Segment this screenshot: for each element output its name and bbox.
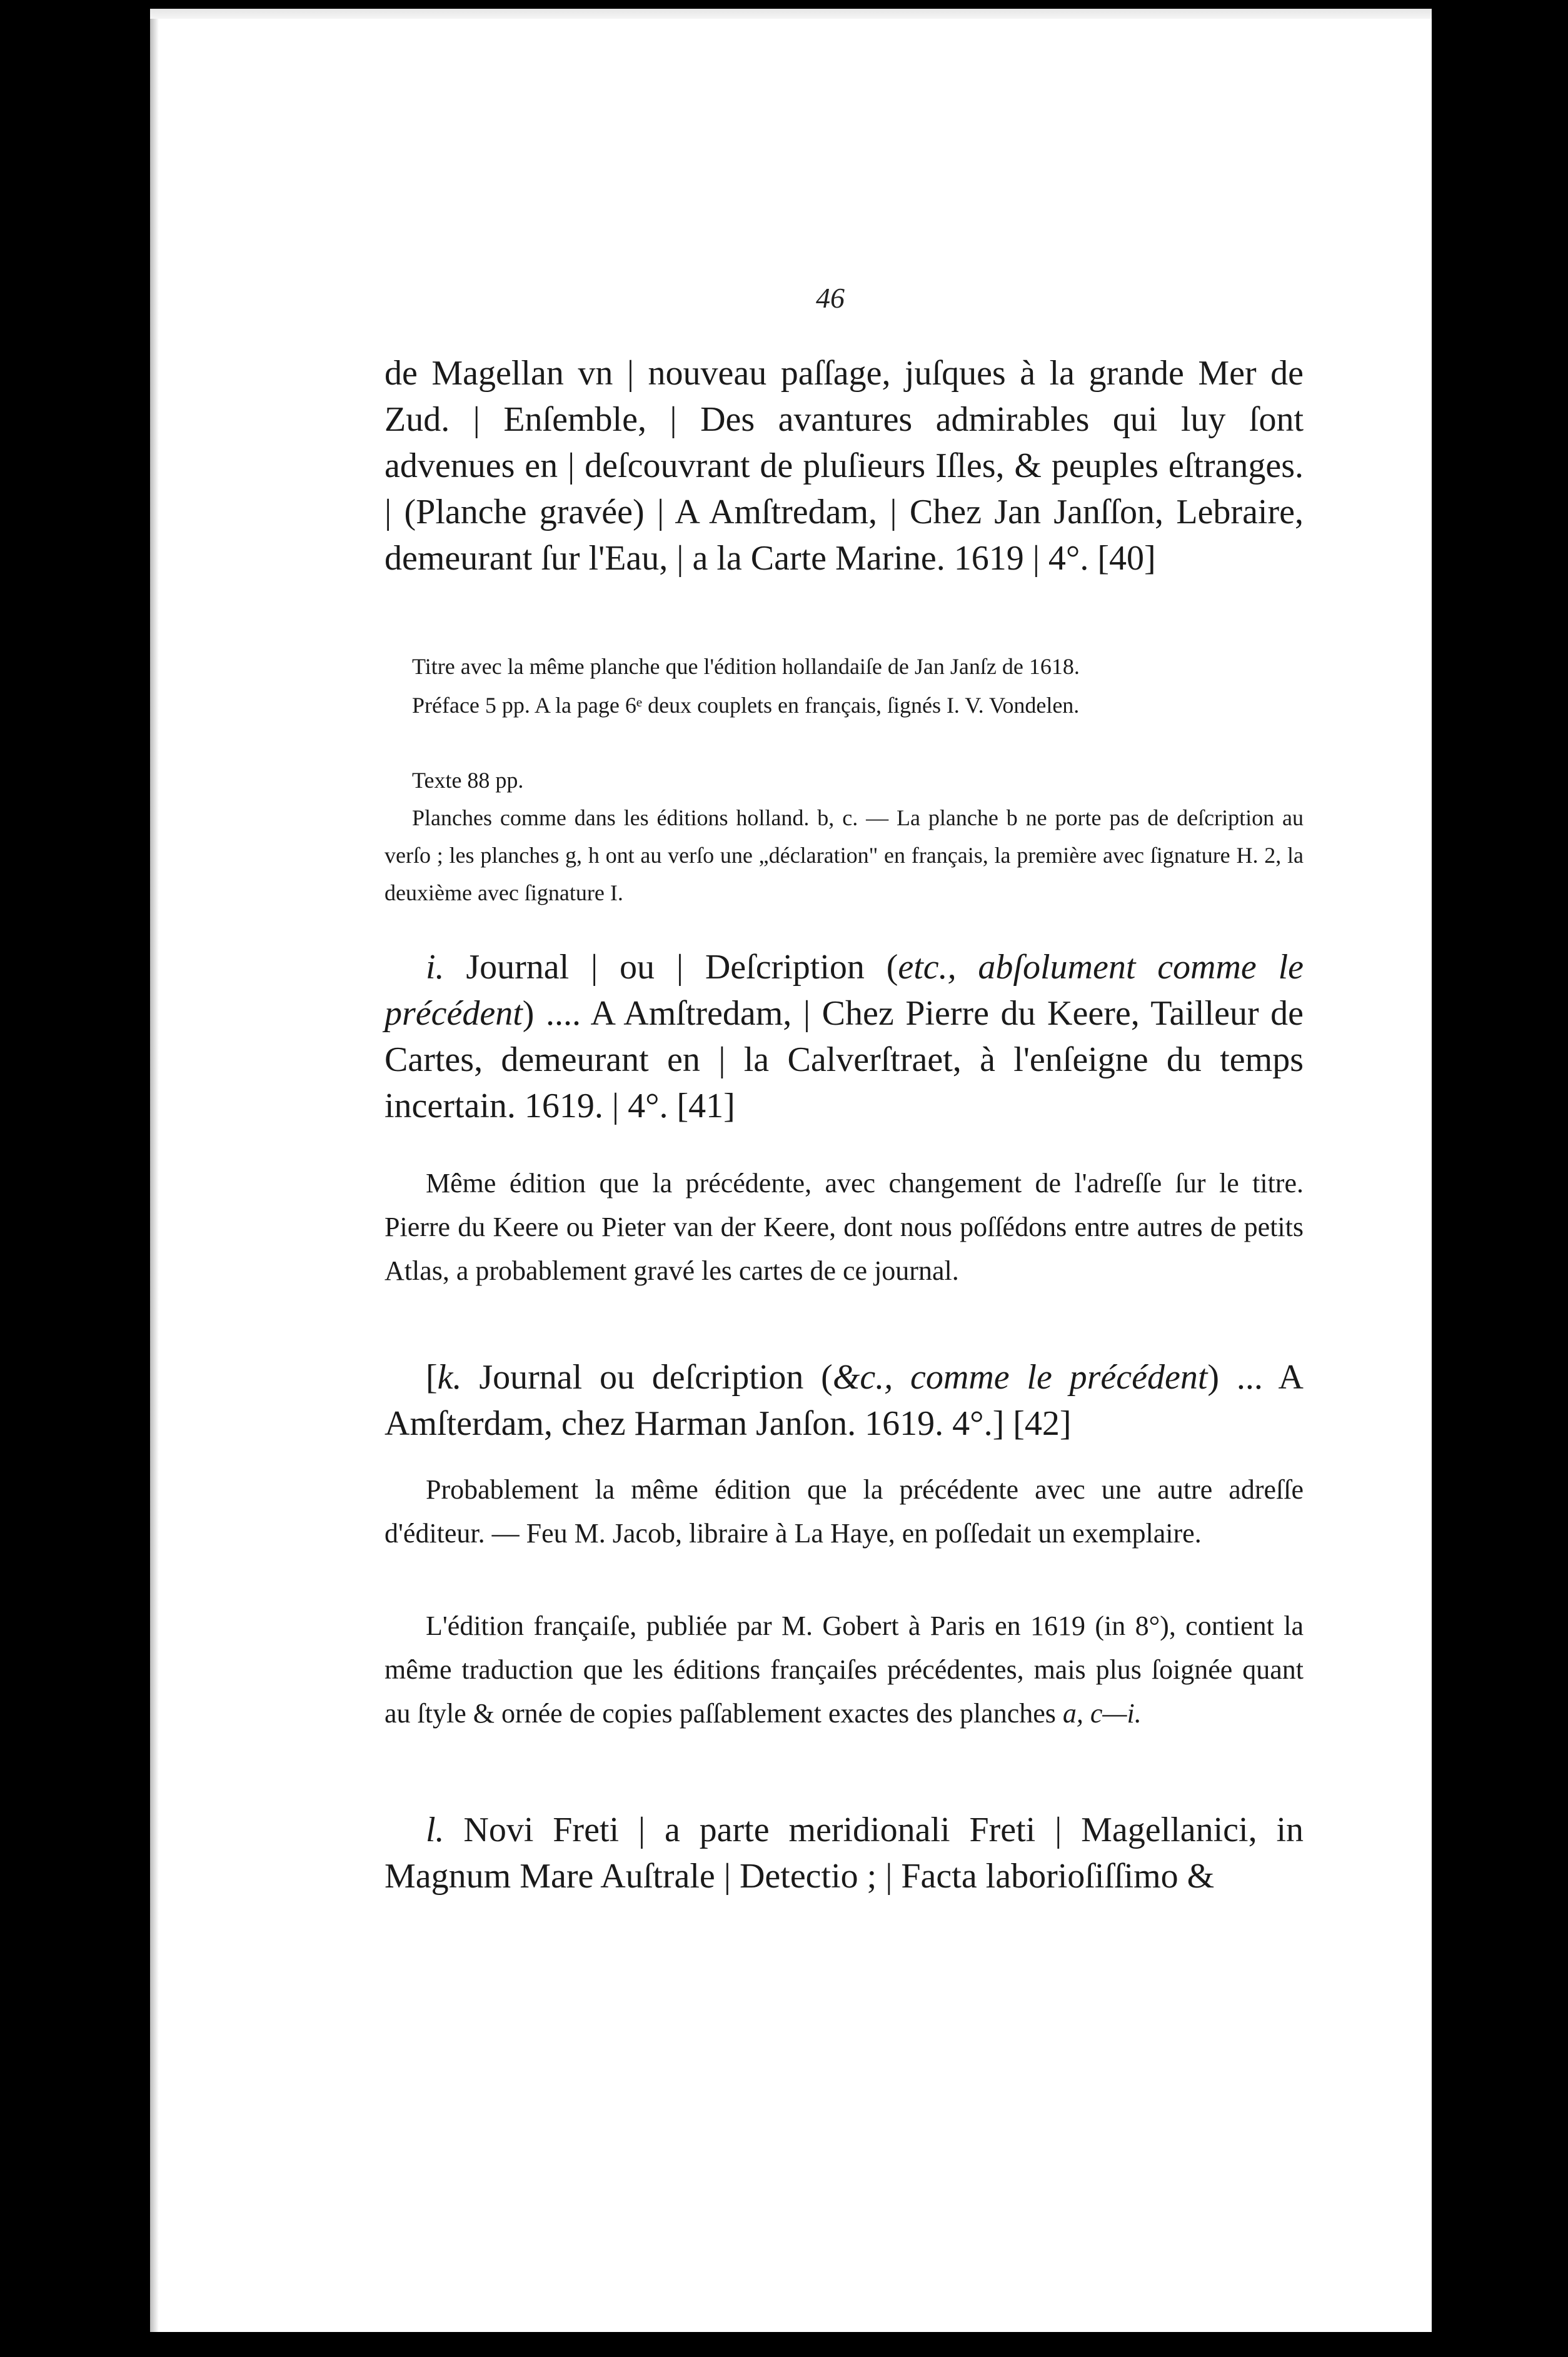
entry-i-italic: etc., abſolument comme le précédent <box>384 948 1304 1033</box>
entry-l <box>384 1807 1304 1899</box>
page-number: 46 <box>816 282 845 314</box>
note-k-probably: Probablement la même édition que la précédente avec une autre adreſſe d'éditeur. — Feu M. Jacob, libraire à La Haye, en poſſedait un exemplaire. <box>384 1474 1304 1549</box>
note-h-text: Texte 88 pp. <box>412 768 524 793</box>
note-k-french-plates: a, c—i. <box>1062 1698 1142 1729</box>
entry-k-italic: &c., comme le précédent <box>832 1358 1208 1397</box>
entry-l-letter: l. <box>426 1811 445 1849</box>
entry-l-text: Novi Freti | a parte meridionali Freti | Magellanici, in Magnum Mare Auſtrale | Detectio ; | Facta laborioſiſſimo & <box>384 1811 1304 1896</box>
note-k-french-edition <box>384 1604 1304 1736</box>
entry-k-text-b: Journal ou deſcription ( <box>461 1358 833 1397</box>
note-h-preface: Préface 5 pp. A la page 6ᵉ deux couplets en français, ſignés I. V. Vondelen. <box>412 693 1080 718</box>
entry-i-letter: i. <box>426 948 445 987</box>
entry-i-text-b: ) .... A Amſtredam, | Chez Pierre du Keere, Tailleur de Cartes, demeurant en | la Calverſtraet, à l'enſeigne du temps incertain. 1619. | 4°. [41] <box>384 994 1304 1125</box>
note-k-french-text: L'édition françaiſe, publiée par M. Gobert à Paris en 1619 (in 8°), contient la même traduction que les éditions françaiſes précédentes, mais plus ſoignée quant au ſtyle & ornée de copies paſſablement exactes des planches <box>384 1611 1304 1729</box>
page-binding-edge <box>150 19 159 2332</box>
entry-k-bracket: [ <box>426 1358 438 1397</box>
entry-h-title-continued: de Magellan vn | nouveau paſſage, juſques à la grande Mer de Zud. | Enſemble, | Des avantures admirables qui luy ſont advenues en | deſcouvrant de pluſieurs Iſles, & peuples eſtranges. | (Planche gravée) | A Amſtredam, | Chez Jan Janſſon, Lebraire, demeurant ſur l'Eau, | a la Carte Marine. 1619 | 4°. [40] <box>384 354 1304 578</box>
note-h-title: Titre avec la même planche que l'édition hollandaiſe de Jan Janſz de 1618. <box>412 654 1080 679</box>
entry-i <box>384 944 1304 1129</box>
entry-i-text-a: Journal | ou | Deſcription ( <box>444 948 898 987</box>
entry-k-letter: k. <box>437 1358 462 1397</box>
note-h-plates: Planches comme dans les éditions holland. b, c. — La planche b ne porte pas de deſcription au verſo ; les planches g, h ont au verſo une „déclaration" en français, la première avec ſignature H. 2, la deuxième avec ſignature I. <box>384 805 1304 905</box>
entry-k-text-c: ) ... A Amſterdam, chez Harman Janſon. 1619. 4°.] [42] <box>384 1358 1304 1443</box>
entry-k <box>384 1354 1304 1447</box>
note-i: Même édition que la précédente, avec changement de l'adreſſe ſur le titre. Pierre du Keere ou Pieter van der Keere, dont nous poſſédons entre autres de petits Atlas, a probablement gravé les cartes de ce journal. <box>384 1168 1304 1286</box>
